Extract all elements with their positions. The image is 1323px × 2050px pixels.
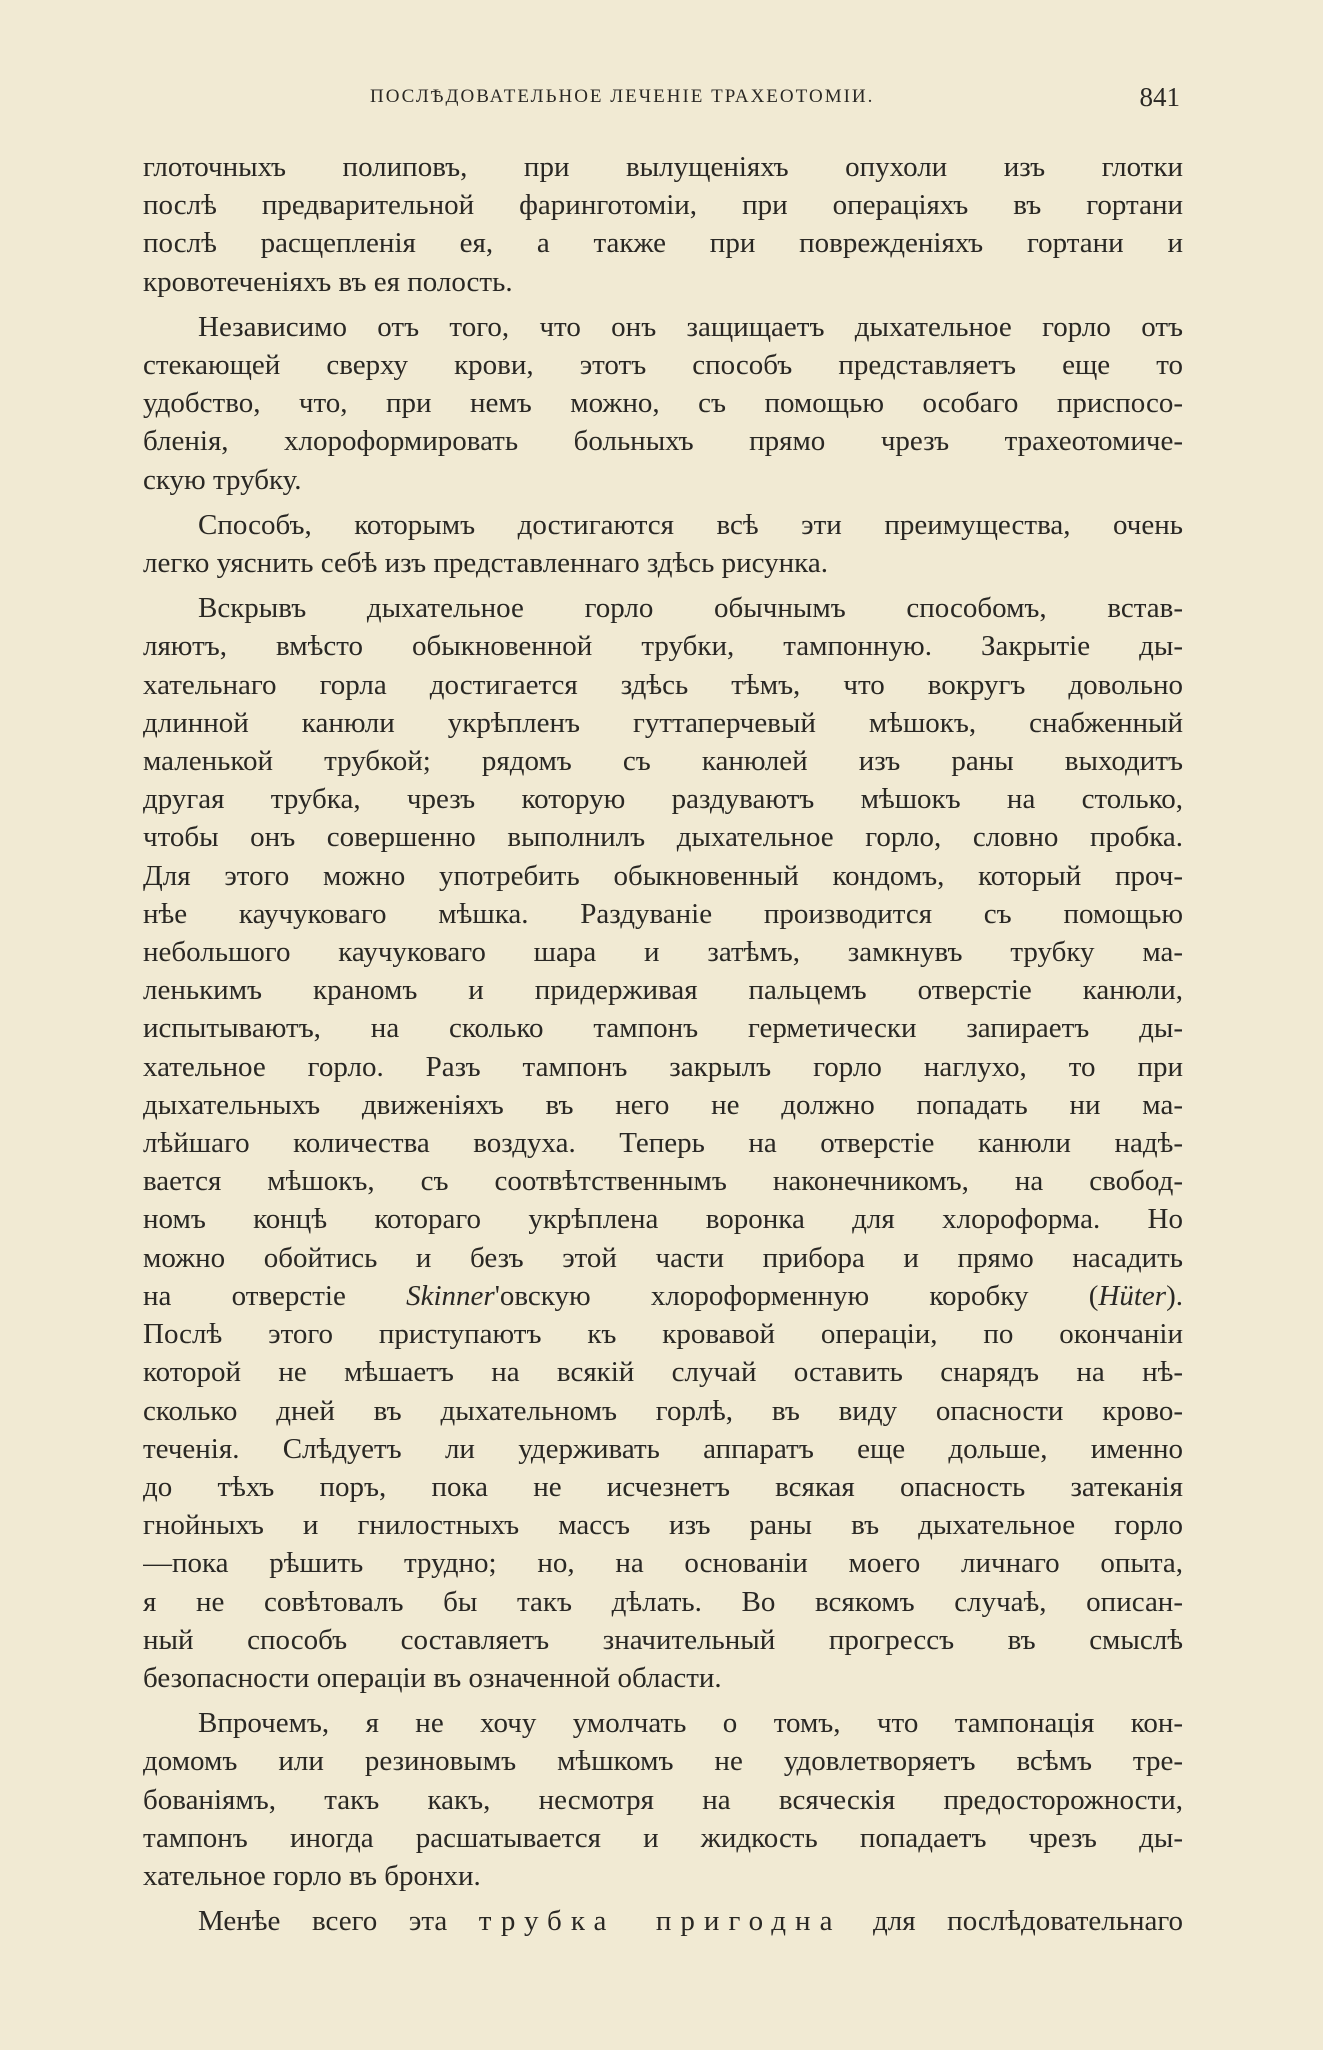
text-line: —пока рѣшить трудно; но, на основаніи моего личнаго опыта,	[143, 1547, 1183, 1580]
text-line: Послѣ этого приступаютъ къ кровавой операціи, по окончаніи	[143, 1318, 1183, 1351]
spaced-emphasis: трубка пригодна	[478, 1905, 842, 1938]
text-line: небольшого каучуковаго шара и затѣмъ, замкнувъ трубку ма-	[143, 936, 1183, 969]
text-fragment: на отверстіе	[143, 1279, 407, 1312]
text-line: до тѣхъ поръ, пока не исчезнетъ всякая опасность затеканія	[143, 1470, 1183, 1503]
text-line: Вскрывъ дыхательное горло обычнымъ способомъ, встав-	[198, 592, 1183, 625]
text-line: Независимо отъ того, что онъ защищаетъ дыхательное горло отъ	[198, 310, 1183, 343]
page-header	[370, 82, 1180, 122]
text-fragment: Менѣе всего эта	[198, 1905, 479, 1938]
text-line: которой не мѣшаетъ на всякій случай оставить снарядъ на нѣ-	[143, 1356, 1183, 1389]
paragraph-1	[143, 148, 1183, 301]
text-line: ный способъ составляетъ значительный прогрессъ въ смыслѣ	[143, 1623, 1183, 1656]
text-line: послѣ предварительной фаринготоміи, при операціяхъ въ гортани	[143, 189, 1183, 222]
text-line: испытываютъ, на сколько тампонъ герметически запираетъ ды-	[143, 1012, 1183, 1045]
text-line: длинной канюли укрѣпленъ гуттаперчевый мѣшокъ, снабженный	[143, 706, 1183, 739]
paragraph-4	[143, 589, 1183, 1697]
text-line: я не совѣтовалъ бы такъ дѣлать. Во всякомъ случаѣ, описан-	[143, 1585, 1183, 1618]
text-line: легко уяснить себѣ изъ представленнаго здѣсь рисунка.	[143, 547, 828, 580]
text-fragment: ).	[1166, 1279, 1183, 1312]
text-line-with-spacing	[143, 1902, 1183, 1940]
text-line: кровотеченіяхъ въ ея полость.	[143, 265, 513, 298]
text-line: Для этого можно употребить обыкновенный кондомъ, который проч-	[143, 859, 1183, 892]
text-fragment: для послѣдовательнаго	[841, 1905, 1183, 1938]
text-line: номъ концѣ котораго укрѣплена воронка для хлороформа. Но	[143, 1203, 1183, 1236]
text-line: лѣйшаго количества воздуха. Теперь на отверстіе канюли надѣ-	[143, 1127, 1183, 1160]
text-line: удобство, что, при немъ можно, съ помощью особаго приспосо-	[143, 387, 1183, 420]
text-line: ляютъ, вмѣсто обыкновенной трубки, тампонную. Закрытіе ды-	[143, 630, 1183, 663]
text-line: послѣ расщепленія ея, а также при поврежденіяхъ гортани и	[143, 227, 1183, 260]
text-line: теченія. Слѣдуетъ ли удерживать аппаратъ еще дольше, именно	[143, 1432, 1183, 1465]
text-line: сколько дней въ дыхательномъ горлѣ, въ виду опасности крово-	[143, 1394, 1183, 1427]
text-line: тампонъ иногда расшатывается и жидкость попадаетъ чрезъ ды-	[143, 1821, 1183, 1854]
text-line: дыхательныхъ движеніяхъ въ него не должно попадать ни ма-	[143, 1088, 1183, 1121]
text-line: хательное горло. Разъ тампонъ закрылъ горло наглухо, то при	[143, 1050, 1183, 1083]
text-line: чтобы онъ совершенно выполнилъ дыхательное горло, словно пробка.	[143, 821, 1183, 854]
paragraph-3	[143, 506, 1183, 582]
paragraph-6	[143, 1902, 1183, 1940]
text-line: глоточныхъ полиповъ, при вылущеніяхъ опухоли изъ глотки	[143, 151, 1183, 183]
text-line-with-names	[143, 1277, 1183, 1315]
text-line: нѣе каучуковаго мѣшка. Раздуваніе производится съ помощью	[143, 897, 1183, 930]
text-line: скую трубку.	[143, 463, 302, 496]
author-name-hueter: Hüter	[1098, 1279, 1167, 1312]
text-line: безопасности операціи въ означенной области.	[143, 1661, 722, 1694]
text-line: гнойныхъ и гнилостныхъ массъ изъ раны въ дыхательное горло	[143, 1509, 1183, 1542]
running-title: ПОСЛѢДОВАТЕЛЬНОЕ ЛЕЧЕНІЕ ТРАХЕОТОМІИ.	[370, 86, 875, 107]
text-line: маленькой трубкой; рядомъ съ канюлей изъ раны выходитъ	[143, 745, 1183, 778]
text-line: домомъ или резиновымъ мѣшкомъ не удовлетворяетъ всѣмъ тре-	[143, 1745, 1183, 1778]
text-fragment: 'овскую хлороформенную коробку (	[494, 1279, 1099, 1312]
text-line: другая трубка, чрезъ которую раздуваютъ мѣшокъ на столько,	[143, 783, 1183, 816]
text-line: хательнаго горла достигается здѣсь тѣмъ, что вокругъ довольно	[143, 668, 1183, 701]
text-line: ленькимъ краномъ и придерживая пальцемъ отверстіе канюли,	[143, 974, 1183, 1007]
text-line: стекающей сверху крови, этотъ способъ представляетъ еще то	[143, 349, 1183, 382]
paragraph-2	[143, 308, 1183, 499]
paragraph-5	[143, 1704, 1183, 1895]
text-line: Впрочемъ, я не хочу умолчать о томъ, что тампонація кон-	[198, 1707, 1183, 1740]
text-line: вается мѣшокъ, съ соотвѣтственнымъ наконечникомъ, на свобод-	[143, 1165, 1183, 1198]
text-line: хательное горло въ бронхи.	[143, 1859, 481, 1892]
text-line: бленія, хлороформировать больныхъ прямо чрезъ трахеотомиче-	[143, 425, 1183, 458]
page-number: 841	[1139, 82, 1180, 112]
text-line: бованіямъ, такъ какъ, несмотря на всяческія предосторожности,	[143, 1783, 1183, 1816]
author-name-skinner: Skinner	[406, 1279, 495, 1312]
body-text	[143, 148, 1183, 1947]
text-line: можно обойтись и безъ этой части прибора и прямо насадить	[143, 1241, 1183, 1274]
text-line: Способъ, которымъ достигаются всѣ эти преимущества, очень	[198, 508, 1183, 541]
